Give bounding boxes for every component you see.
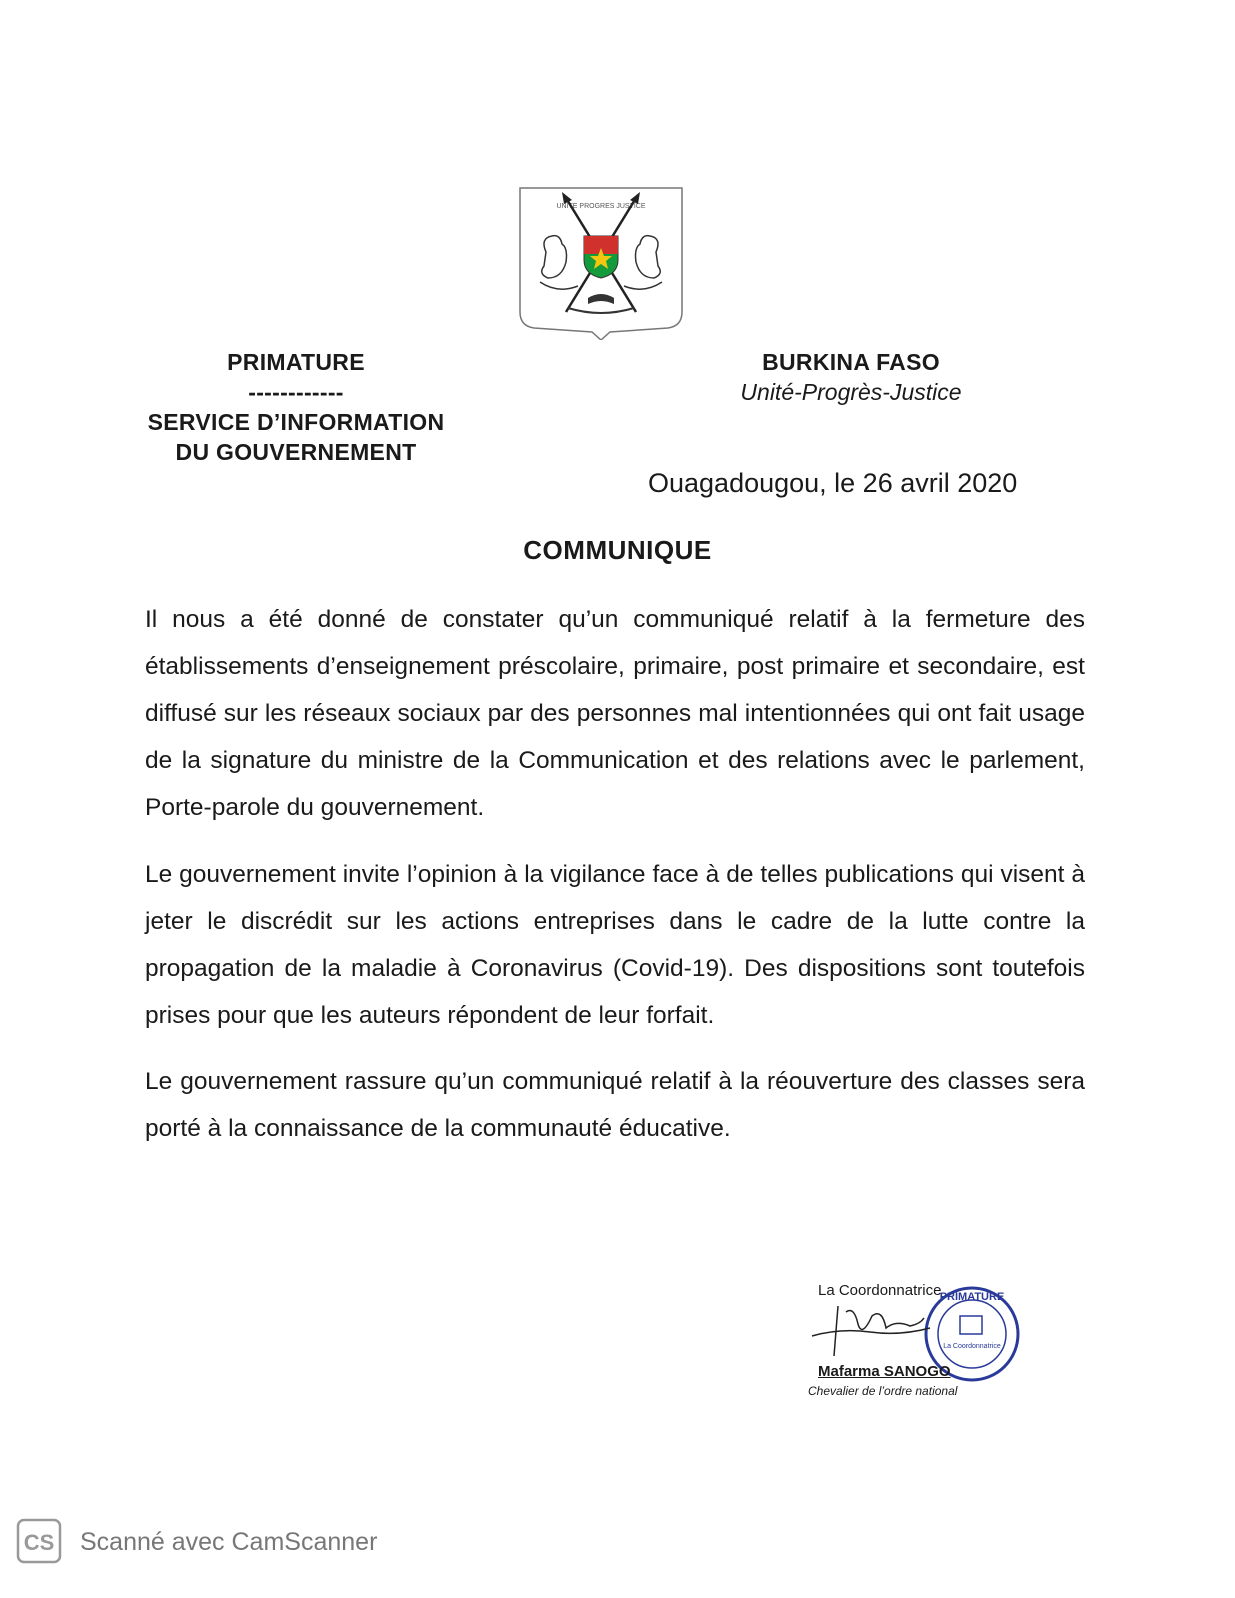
issuer-primature: PRIMATURE [227, 349, 365, 375]
paragraph-2: Le gouvernement invite l’opinion à la vigilance face à de telles publications qui visent à jeter le discrédit sur les actions entreprises dans le cadre de la lutte contre la propagation de la maladie à Coronavirus (Covid-19). Des dispositions sont toutefois prises pour que les auteurs répondent de leur forfait. [145, 861, 1085, 1029]
country-motto: Unité-Progrès-Justice [740, 379, 962, 405]
document-title: COMMUNIQUE [523, 535, 712, 565]
date-line: Ouagadougou, le 26 avril 2020 [648, 468, 1018, 498]
coat-motto-top: UNITE PROGRES JUSTICE [556, 203, 646, 210]
country-block [706, 347, 996, 407]
signatory-title: La Coordonnatrice [818, 1282, 942, 1299]
stamp-label: La Coordonnatrice [943, 1343, 1001, 1350]
stamp-text: PRIMATURE [939, 1291, 1005, 1303]
issuer-block [128, 347, 464, 467]
camscanner-logo-text: CS [23, 1530, 55, 1555]
country-name: BURKINA FASO [762, 349, 940, 375]
signatory-name: Mafarma SANOGO [818, 1363, 951, 1380]
issuer-separator: ------------ [248, 379, 344, 405]
scanner-watermark-text: Scanné avec CamScanner [80, 1528, 378, 1556]
camscanner-logo-icon [16, 1518, 62, 1564]
paragraph-1: Il nous a été donné de constater qu’un communiqué relatif à la fermeture des établissements d’enseignement préscolaire, primaire, post primaire et secondaire, est diffusé sur les réseaux sociaux par des personnes mal intentionnées qui ont fait usage de la signature du ministre de la Communication et des relations avec le parlement, Porte-parole du gouvernement. [145, 606, 1085, 821]
coat-of-arms-icon [518, 186, 684, 340]
issuer-service-line1: SERVICE D’INFORMATION [147, 409, 445, 435]
paragraph-3: Le gouvernement rassure qu’un communiqué relatif à la réouverture des classes sera porté à la connaissance de la communauté éducative. [145, 1068, 1085, 1142]
signatory-distinction: Chevalier de l’ordre national [808, 1384, 958, 1398]
issuer-service-line2: DU GOUVERNEMENT [175, 439, 417, 465]
